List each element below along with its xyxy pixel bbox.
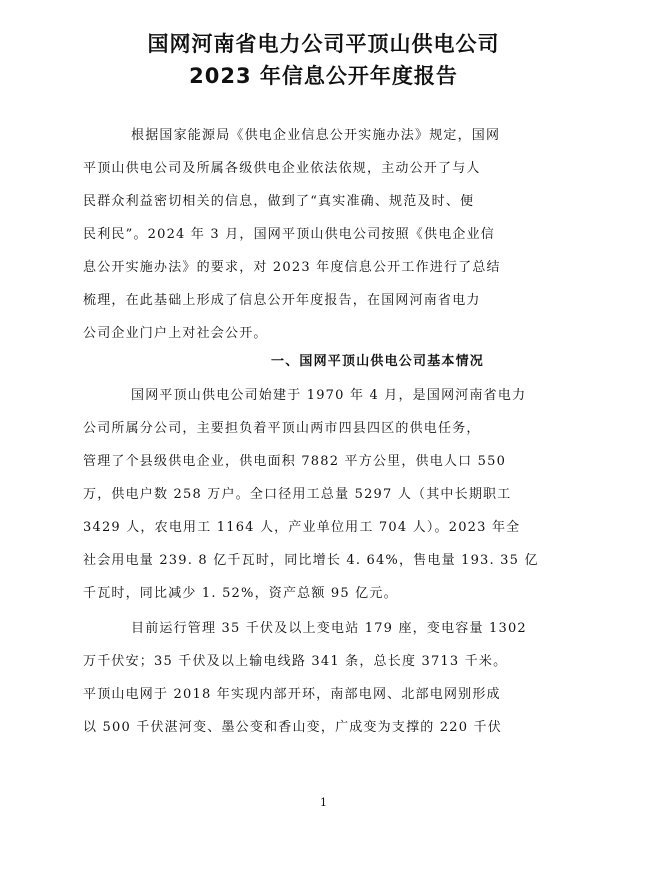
body-text: 万，供电户数 258 万户。全口径用工总量 5297 人（其中长期职工 bbox=[83, 487, 512, 502]
body-line bbox=[0, 685, 647, 705]
body-text: 梳理，在此基础上形成了信息公开年度报告，在国网河南省电力 bbox=[83, 293, 481, 308]
body-line bbox=[0, 225, 647, 245]
document-title: 国网河南省电力公司平顶山供电公司 bbox=[147, 32, 500, 56]
body-line bbox=[0, 324, 647, 344]
body-text: 根据国家能源局《供电企业信息公开实施办法》规定，国网 bbox=[131, 128, 501, 143]
body-text: 民利民”。2024 年 3 月，国网平顶山供电公司按照《供电企业信 bbox=[83, 227, 495, 242]
body-text: 目前运行管理 35 千伏及以上变电站 179 座，变电容量 1302 bbox=[131, 621, 527, 636]
body-line bbox=[0, 452, 647, 472]
body-text: 以 500 千伏湛河变、墨公变和香山变，广成变为支撑的 220 千伏 bbox=[83, 720, 502, 735]
body-line bbox=[0, 652, 647, 672]
body-text: 平顶山供电公司及所属各级供电企业依法依规，主动公开了与人 bbox=[83, 161, 481, 176]
section-heading-text: 一、国网平顶山供电公司基本情况 bbox=[271, 354, 485, 369]
body-line bbox=[0, 291, 647, 311]
body-line bbox=[0, 258, 647, 278]
body-line bbox=[0, 551, 647, 571]
body-text: 公司所属分公司，主要担负着平顶山两市四县四区的供电任务， bbox=[83, 421, 481, 436]
body-line bbox=[0, 126, 647, 146]
body-text: 管理了个县级供电企业，供电面积 7882 平方公里，供电人口 550 bbox=[83, 454, 507, 469]
page-number: 1 bbox=[320, 796, 327, 809]
body-text: 万千伏安；35 千伏及以上输电线路 341 条，总长度 3713 千米。 bbox=[83, 654, 508, 669]
body-line bbox=[0, 419, 647, 439]
body-line bbox=[0, 518, 647, 538]
body-line bbox=[0, 584, 647, 604]
body-text: 千瓦时，同比减少 1. 52%，资产总额 95 亿元。 bbox=[83, 586, 398, 601]
body-text: 息公开实施办法》的要求，对 2023 年度信息公开工作进行了总结 bbox=[83, 260, 501, 275]
body-line bbox=[0, 485, 647, 505]
body-text: 3429 人，农电用工 1164 人，产业单位用工 704 人）。2023 年全 bbox=[83, 520, 521, 535]
body-text: 社会用电量 239. 8 亿千瓦时，同比增长 4. 64%，售电量 193. 35 亿 bbox=[83, 553, 539, 568]
body-text: 公司企业门户上对社会公开。 bbox=[83, 326, 268, 341]
section-heading bbox=[0, 352, 647, 372]
body-line bbox=[0, 386, 647, 406]
body-line bbox=[0, 159, 647, 179]
body-line bbox=[0, 619, 647, 639]
document-subtitle: 2023 年信息公开年度报告 bbox=[189, 64, 458, 88]
body-line bbox=[0, 718, 647, 738]
body-text: 国网平顶山供电公司始建于 1970 年 4 月，是国网河南省电力 bbox=[131, 388, 527, 403]
body-text: 民群众利益密切相关的信息，做到了“真实准确、规范及时、便 bbox=[83, 194, 475, 209]
body-line bbox=[0, 192, 647, 212]
body-text: 平顶山电网于 2018 年实现内部开环，南部电网、北部电网别形成 bbox=[83, 687, 501, 702]
